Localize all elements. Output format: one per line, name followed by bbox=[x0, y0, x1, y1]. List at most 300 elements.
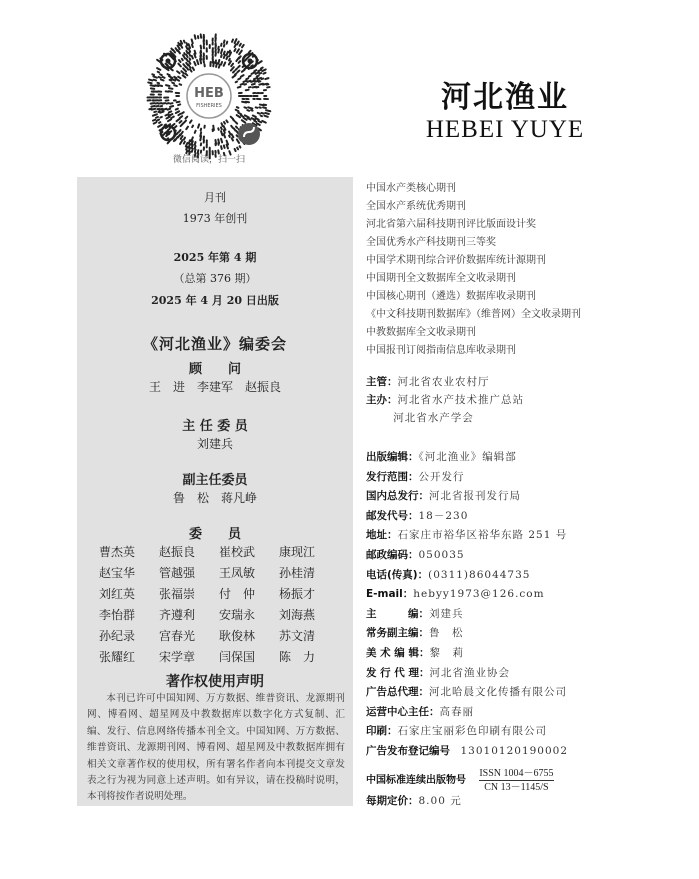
qr-code-mark bbox=[224, 55, 225, 58]
vice-directors: 鲁 松 蒋凡峥 bbox=[172, 491, 257, 505]
honor-item: 《中文科技期刊数据库》（维普网）全文收录期刊 bbox=[366, 309, 581, 320]
qr-code-mark bbox=[168, 129, 170, 130]
qr-code-mark bbox=[179, 121, 181, 123]
qr-code-mark bbox=[153, 76, 157, 77]
qr-code-mark bbox=[238, 87, 241, 88]
honor-item: 中国水产类核心期刊 bbox=[366, 183, 456, 194]
member-name: 赵宝华 bbox=[99, 566, 136, 580]
info-value: 黎 莉 bbox=[429, 647, 464, 659]
qr-code-mark bbox=[177, 102, 180, 103]
qr-code-mark bbox=[197, 60, 198, 64]
qr-code-mark bbox=[257, 123, 260, 125]
qr-code-mark bbox=[200, 136, 201, 140]
qr-code-mark bbox=[195, 131, 196, 133]
committee-title: 《河北渔业》编委会 bbox=[142, 335, 287, 353]
qr-code-mark bbox=[231, 67, 234, 70]
qr-code-mark bbox=[181, 123, 184, 126]
qr-code-mark bbox=[224, 122, 225, 124]
qr-code-mark bbox=[241, 115, 244, 117]
member-name: 崔校武 bbox=[219, 545, 256, 559]
journal-title-cn: 河北渔业 bbox=[441, 80, 569, 115]
qr-code-mark bbox=[159, 77, 161, 78]
qr-code-mark bbox=[149, 80, 152, 81]
serial-number-row bbox=[366, 765, 554, 795]
qr-code-mark bbox=[176, 111, 179, 113]
qr-code-mark bbox=[237, 42, 239, 45]
qr-code-mark bbox=[154, 122, 157, 123]
qr-code-mark bbox=[195, 35, 196, 39]
info-label: 国内总发行： bbox=[366, 490, 429, 503]
qr-code-mark bbox=[238, 66, 240, 68]
info-row bbox=[366, 487, 521, 505]
qr-code-mark bbox=[229, 132, 231, 135]
qr-code-mark bbox=[159, 122, 160, 123]
info-label: 主管： bbox=[366, 376, 398, 388]
qr-code-mark bbox=[229, 59, 230, 61]
qr-code-mark bbox=[176, 109, 178, 110]
qr-code-mark bbox=[152, 74, 154, 75]
qr-code-mark bbox=[174, 85, 177, 86]
qr-code-mark bbox=[171, 69, 173, 70]
qr-code-mark bbox=[185, 117, 187, 119]
qr-code-mark bbox=[265, 78, 268, 79]
honor-item: 全国水产系统优秀期刊 bbox=[366, 201, 466, 212]
qr-code-mark bbox=[254, 70, 256, 71]
qr-code-mark bbox=[174, 140, 175, 141]
qr-code-mark bbox=[244, 84, 246, 85]
qr-code-mark bbox=[224, 134, 225, 137]
info-row bbox=[366, 644, 464, 662]
honor-item: 中国期刊全文数据库全文收录期刊 bbox=[366, 273, 516, 284]
info-row bbox=[366, 526, 567, 544]
qr-code-mark bbox=[247, 110, 249, 111]
qr-code-mark bbox=[169, 111, 171, 112]
members-label: 委 员 bbox=[188, 527, 241, 542]
qr-code-mark bbox=[235, 149, 236, 151]
qr-code-mark bbox=[189, 61, 190, 63]
qr-caption: 微信阅读，扫一扫 bbox=[172, 155, 245, 165]
qr-code-mark bbox=[262, 69, 265, 71]
qr-code-mark bbox=[238, 113, 241, 115]
info-row bbox=[366, 664, 510, 682]
qr-code-mark bbox=[180, 140, 182, 144]
info-label: 电话(传真)： bbox=[366, 568, 429, 581]
member-name: 孙桂清 bbox=[279, 566, 316, 580]
qr-code-mark bbox=[233, 120, 234, 121]
qr-code-mark bbox=[264, 116, 267, 117]
qr-code-mark bbox=[221, 49, 222, 53]
info-label: 常务副主编： bbox=[366, 627, 429, 640]
info-value: 河北哈晨文化传播有限公司 bbox=[429, 686, 567, 699]
qr-code-mark bbox=[157, 120, 159, 121]
honor-item: 中国核心期刊（遴选）数据库收录期刊 bbox=[366, 291, 536, 302]
member-name: 刘红英 bbox=[99, 587, 136, 601]
info-row bbox=[366, 373, 490, 391]
info-value: 河北省农业农村厅 bbox=[397, 376, 490, 388]
info-row bbox=[366, 742, 568, 760]
qr-code-mark bbox=[172, 83, 174, 84]
vice-director-label: 副主任委员 bbox=[182, 473, 248, 488]
director: 刘建兵 bbox=[196, 437, 233, 451]
qr-code-mark bbox=[169, 88, 173, 89]
info-row bbox=[366, 409, 474, 427]
qr-code-mark bbox=[182, 59, 183, 60]
qr-code-mark bbox=[153, 114, 157, 115]
qr-code-mark bbox=[242, 120, 245, 123]
qr-code-mark bbox=[192, 45, 193, 47]
member-name: 赵振良 bbox=[159, 545, 196, 559]
info-value: 高春丽 bbox=[439, 705, 474, 718]
qr-code-mark bbox=[183, 55, 185, 58]
qr-code-mark bbox=[257, 76, 259, 77]
qr-code-mark bbox=[218, 60, 219, 64]
qr-code-mark bbox=[178, 77, 180, 78]
qr-code-mark bbox=[262, 79, 264, 80]
serial-numbers bbox=[479, 767, 553, 794]
info-row bbox=[366, 585, 545, 603]
total-issue: （总第 376 期） bbox=[173, 272, 257, 285]
info-label: 地址： bbox=[366, 529, 398, 542]
qr-code-mark bbox=[181, 41, 182, 44]
member-name: 康现江 bbox=[279, 545, 316, 559]
qr-code-mark bbox=[179, 60, 181, 62]
qr-code-mark bbox=[259, 81, 261, 82]
info-label: 主办： bbox=[366, 394, 398, 406]
qr-code-mark bbox=[186, 55, 187, 57]
qr-code-mark bbox=[186, 59, 187, 61]
qr-code-mark bbox=[184, 41, 185, 43]
cn-number: CN 13－1145/S bbox=[484, 781, 549, 793]
info-value: 050035 bbox=[418, 549, 465, 561]
qr-code-mark bbox=[156, 117, 158, 118]
qr-code-mark bbox=[184, 138, 185, 140]
qr-code-mark bbox=[221, 127, 222, 129]
member-name: 张耀红 bbox=[99, 650, 136, 664]
logo-text: FISHERIES bbox=[196, 103, 222, 109]
qr-code-mark bbox=[241, 75, 244, 77]
publication-date: 2025 年 4 月 20 日出版 bbox=[151, 294, 279, 307]
member-name: 宫春光 bbox=[159, 629, 196, 643]
qr-code-mark bbox=[219, 65, 220, 68]
frequency: 月刊 bbox=[204, 191, 226, 204]
qr-code-mark bbox=[243, 81, 246, 82]
qr-code-mark bbox=[221, 139, 222, 143]
qr-code-mark bbox=[258, 121, 261, 122]
info-value: 河北省水产学会 bbox=[393, 412, 474, 424]
qr-code-mark bbox=[177, 46, 179, 50]
qr-code-mark bbox=[258, 78, 261, 79]
qr-code-mark bbox=[183, 75, 186, 77]
qr-code-mark bbox=[263, 73, 265, 74]
editorial-board-panel bbox=[77, 177, 353, 806]
info-row bbox=[366, 566, 530, 584]
qr-code-mark bbox=[170, 80, 172, 81]
qr-code-mark bbox=[154, 80, 156, 81]
qr-code-mark bbox=[232, 40, 233, 42]
member-name: 付 仲 bbox=[219, 587, 256, 601]
qr-code-mark bbox=[234, 128, 236, 130]
qr-code-mark bbox=[236, 69, 237, 70]
qr-code-mark bbox=[231, 64, 233, 67]
info-row bbox=[366, 546, 465, 564]
info-label: 广告发布登记编号 bbox=[366, 745, 461, 757]
qr-code-mark bbox=[171, 49, 172, 50]
qr-code-mark bbox=[237, 107, 239, 108]
qr-code-mark bbox=[243, 118, 246, 120]
qr-code-mark bbox=[260, 73, 262, 74]
mini-program-qr-code bbox=[146, 26, 272, 166]
member-name: 苏文清 bbox=[279, 629, 316, 643]
qr-code-mark bbox=[258, 113, 260, 114]
info-value: 刘建兵 bbox=[429, 607, 464, 620]
qr-code-mark bbox=[189, 44, 191, 48]
qr-code-mark bbox=[236, 122, 238, 124]
member-name: 宋学章 bbox=[159, 650, 196, 664]
qr-code-mark bbox=[224, 45, 225, 47]
qr-code-mark bbox=[154, 112, 156, 113]
honors-list bbox=[366, 180, 686, 360]
qr-code-mark bbox=[247, 81, 250, 82]
issn: ISSN 1004－6755 bbox=[479, 767, 554, 779]
qr-code-mark bbox=[166, 85, 169, 86]
qr-code-mark bbox=[254, 121, 256, 122]
member-name: 李怡群 bbox=[99, 608, 136, 622]
copyright-title: 著作权使用声明 bbox=[166, 674, 264, 690]
info-value: 石家庄宝丽彩色印刷有限公司 bbox=[397, 725, 547, 738]
qr-code-mark bbox=[151, 106, 154, 107]
director-label: 主 任 委 员 bbox=[182, 419, 248, 434]
info-label: 出版编辑： bbox=[366, 451, 419, 463]
qr-code-mark bbox=[165, 114, 168, 115]
qr-code-mark bbox=[265, 113, 269, 114]
qr-code-mark bbox=[229, 51, 230, 53]
member-name: 刘海燕 bbox=[279, 608, 316, 622]
qr-code-mark bbox=[192, 39, 193, 43]
qr-code-mark bbox=[186, 51, 187, 53]
qr-code-mark bbox=[153, 120, 155, 121]
qr-code-mark bbox=[229, 136, 230, 137]
info-label: E-mail： bbox=[366, 588, 414, 601]
qr-code-mark bbox=[237, 115, 240, 117]
info-value: 石家庄市裕华区裕华东路 251 号 bbox=[397, 529, 568, 542]
qr-code-mark bbox=[195, 51, 196, 54]
qr-code-mark bbox=[236, 82, 237, 83]
qr-code-mark bbox=[232, 134, 234, 137]
qr-code-mark bbox=[236, 110, 239, 111]
info-label: 发 行 代 理： bbox=[366, 666, 430, 679]
qr-code-mark bbox=[221, 55, 222, 57]
qr-code-mark bbox=[184, 142, 185, 144]
info-row bbox=[366, 468, 465, 486]
qr-code-mark bbox=[189, 53, 190, 56]
qr-code-mark bbox=[166, 117, 169, 119]
qr-code-mark bbox=[258, 70, 261, 71]
info-value: 河北省水产技术推广总站 bbox=[397, 394, 524, 406]
qr-code-mark bbox=[246, 58, 248, 60]
member-name: 曹杰英 bbox=[99, 545, 136, 559]
qr-code-mark bbox=[227, 145, 228, 149]
member-name: 陈 力 bbox=[279, 650, 316, 664]
info-row bbox=[366, 507, 468, 525]
info-label: 印刷： bbox=[366, 725, 398, 738]
qr-code-mark bbox=[194, 62, 195, 65]
info-row bbox=[366, 448, 517, 466]
qr-code-mark bbox=[262, 113, 264, 114]
logo-mark: HEB bbox=[194, 86, 224, 101]
qr-code-mark bbox=[237, 71, 239, 73]
member-name: 管越强 bbox=[159, 566, 196, 580]
qr-code-mark bbox=[151, 85, 155, 86]
journal-title-en: HEBEI YUYE bbox=[425, 116, 585, 143]
qr-code-mark bbox=[266, 110, 270, 111]
qr-code-mark bbox=[235, 45, 236, 47]
price-row bbox=[366, 792, 462, 810]
qr-code-mark bbox=[190, 58, 191, 59]
qr-code-mark bbox=[224, 130, 225, 133]
member-name: 齐遵利 bbox=[159, 608, 196, 622]
qr-code-mark bbox=[226, 52, 227, 55]
qr-code-mark bbox=[177, 71, 180, 73]
qr-code-mark bbox=[216, 63, 217, 67]
qr-code-mark bbox=[227, 42, 228, 44]
info-value: 公开发行 bbox=[418, 470, 465, 483]
qr-code-mark bbox=[179, 130, 180, 132]
qr-code-mark bbox=[236, 127, 237, 128]
qr-code-mark bbox=[239, 61, 241, 63]
qr-code-mark bbox=[178, 114, 180, 115]
qr-code-mark bbox=[190, 120, 192, 122]
founded: 1973 年创刊 bbox=[182, 212, 248, 225]
qr-code-mark bbox=[252, 118, 255, 120]
qr-code-mark bbox=[182, 112, 184, 113]
qr-code-mark bbox=[178, 43, 179, 45]
qr-code-mark bbox=[240, 146, 241, 147]
info-label: 发行范围： bbox=[366, 470, 419, 483]
info-label: 主 编： bbox=[366, 607, 429, 620]
qr-code-mark bbox=[169, 76, 172, 78]
member-name: 王凤敏 bbox=[219, 566, 256, 580]
qr-code-mark bbox=[185, 74, 187, 76]
qr-code-mark bbox=[261, 116, 262, 117]
qr-code-mark bbox=[177, 119, 180, 121]
qr-code-mark bbox=[171, 117, 173, 118]
qr-code-mark bbox=[248, 118, 251, 120]
qr-code-mark bbox=[246, 102, 249, 103]
honor-item: 中国学术期刊综合评价数据库统计源期刊 bbox=[366, 255, 546, 266]
qr-code-mark bbox=[229, 61, 231, 64]
info-label: 邮政编码： bbox=[366, 549, 419, 561]
member-name: 孙纪录 bbox=[99, 629, 136, 643]
qr-code-mark bbox=[221, 123, 222, 126]
qr-code-mark bbox=[221, 146, 222, 149]
honor-item: 中教数据库全文收录期刊 bbox=[366, 327, 476, 338]
qr-code-mark bbox=[254, 78, 257, 79]
qr-code-mark bbox=[221, 62, 222, 65]
qr-code-mark bbox=[249, 51, 251, 53]
advisors-label: 顾 问 bbox=[188, 362, 241, 377]
qr-code-mark bbox=[224, 40, 225, 42]
qr-code-mark bbox=[183, 68, 186, 71]
member-name: 耿俊林 bbox=[219, 629, 256, 643]
member-name: 安瑞永 bbox=[219, 608, 256, 622]
qr-code-mark bbox=[262, 121, 266, 123]
qr-code-mark bbox=[183, 64, 185, 67]
info-value: 18－230 bbox=[418, 509, 469, 522]
info-row bbox=[366, 624, 464, 642]
qr-code-mark bbox=[241, 84, 244, 85]
serial-label: 中国标准连续出版物号 bbox=[366, 775, 466, 786]
qr-code-mark bbox=[224, 145, 225, 148]
qr-code-mark bbox=[186, 147, 187, 150]
qr-code-mark bbox=[252, 84, 255, 85]
price-value: 8.00 元 bbox=[418, 795, 462, 807]
qr-code-mark bbox=[162, 77, 164, 78]
qr-code-mark bbox=[148, 82, 151, 83]
qr-code-mark bbox=[157, 68, 160, 70]
qr-code-mark bbox=[160, 117, 161, 118]
info-value: 河北省渔业协会 bbox=[429, 666, 510, 679]
qr-code-mark bbox=[231, 126, 232, 128]
qr-code-mark bbox=[252, 72, 255, 74]
qr-code-mark bbox=[245, 115, 249, 117]
qr-code-mark bbox=[234, 49, 235, 51]
qr-code-mark bbox=[168, 119, 171, 121]
info-value: hebyy1973@126.com bbox=[413, 588, 545, 601]
info-value: 13010120190002 bbox=[460, 745, 569, 757]
qr-code-mark bbox=[190, 69, 192, 71]
qr-code-mark bbox=[258, 61, 262, 63]
info-value: 鲁 松 bbox=[429, 627, 464, 640]
qr-code-mark bbox=[167, 109, 170, 110]
info-label: 运营中心主任： bbox=[366, 705, 440, 718]
info-value: 《河北渔业》编辑部 bbox=[418, 451, 517, 463]
qr-code-mark bbox=[256, 118, 259, 119]
info-label: 邮发代号： bbox=[366, 509, 419, 522]
info-row bbox=[366, 605, 464, 623]
qr-code-mark bbox=[237, 148, 238, 150]
qr-code-mark bbox=[186, 63, 188, 66]
info-label: 美 术 编 辑： bbox=[366, 647, 430, 659]
qr-code-mark bbox=[181, 136, 183, 139]
qr-code-mark bbox=[186, 46, 187, 49]
info-value: (0311)86044735 bbox=[428, 568, 531, 581]
qr-code-mark bbox=[244, 107, 246, 108]
qr-code-mark bbox=[215, 60, 216, 63]
qr-code-mark bbox=[242, 45, 244, 47]
qr-code-mark bbox=[246, 78, 248, 79]
mini-program-icon bbox=[238, 123, 260, 145]
qr-code-mark bbox=[239, 56, 241, 58]
honor-item: 中国报刊订阅指南信息库收录期刊 bbox=[366, 345, 516, 356]
honor-item: 全国优秀水产科技期刊三等奖 bbox=[366, 237, 496, 248]
qr-code-mark bbox=[192, 56, 193, 59]
qr-code-mark bbox=[224, 52, 225, 55]
qr-code-mark bbox=[166, 64, 168, 66]
qr-code-mark bbox=[232, 138, 233, 140]
qr-code-mark bbox=[253, 116, 256, 117]
qr-code-mark bbox=[192, 126, 193, 128]
qr-code-mark bbox=[195, 146, 196, 149]
advisors: 王 进 李建军 赵振良 bbox=[148, 380, 281, 394]
qr-code-mark bbox=[198, 124, 199, 127]
qr-code-mark bbox=[238, 78, 240, 79]
member-name: 张福崇 bbox=[159, 587, 196, 601]
qr-code-mark bbox=[237, 135, 238, 136]
issue-number: 2025 年第 4 期 bbox=[173, 251, 257, 264]
qr-code-mark bbox=[158, 72, 159, 73]
members-grid bbox=[99, 544, 339, 665]
qr-code-mark bbox=[184, 121, 186, 123]
